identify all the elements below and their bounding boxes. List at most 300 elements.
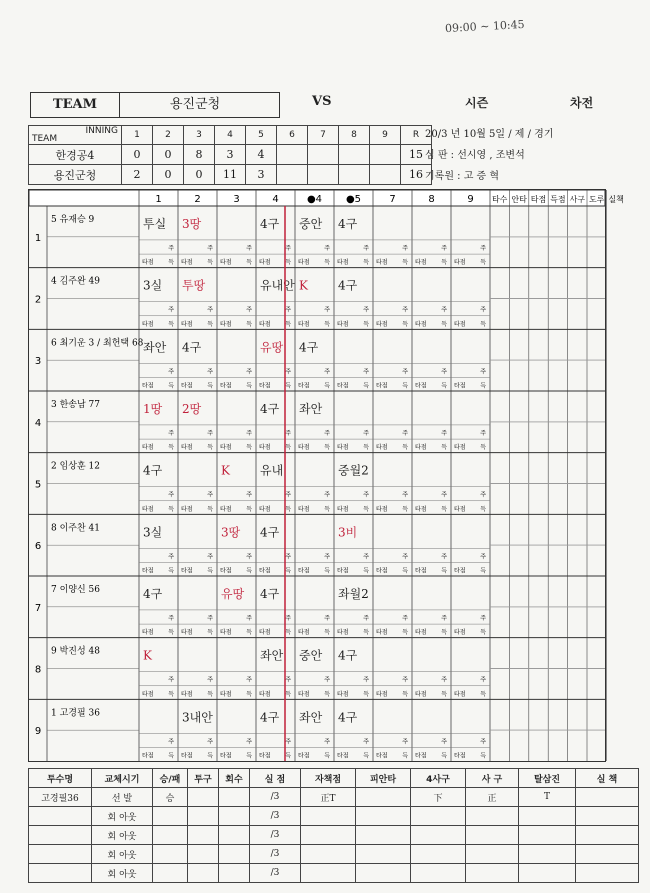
cell-deuk-label: 득 [324, 629, 330, 637]
pitching-cell [466, 845, 519, 864]
pitching-cell: /3 [250, 826, 301, 845]
batter-name: 3 한송남 77 [51, 400, 100, 410]
batting-order: 3 [34, 356, 42, 368]
cell-deuk-label: 득 [168, 444, 174, 452]
cell-deuk-label: 득 [246, 567, 252, 575]
cell-deuk-label: 득 [363, 259, 369, 267]
at-bat-result: 4구 [260, 587, 280, 601]
cell-deuk-label: 득 [246, 505, 252, 513]
cell-ju-label: 주 [363, 306, 369, 314]
cell-tajeom-label: 타점 [220, 505, 232, 513]
cell-tajeom-label: 타점 [181, 567, 193, 575]
at-bat-result: 좌월2 [338, 587, 369, 601]
batter-name: 5 유재승 9 [51, 215, 95, 225]
cell-ju-label: 주 [246, 614, 252, 622]
cell-ju-label: 주 [402, 614, 408, 622]
cell-ju-label: 주 [168, 368, 174, 376]
cell-ju-label: 주 [441, 306, 447, 314]
cell-tajeom-label: 타점 [298, 444, 310, 452]
cell-tajeom-label: 타점 [415, 629, 427, 637]
at-bat-result: 4구 [338, 710, 358, 725]
cell-deuk-label: 득 [207, 752, 213, 760]
cell-deuk-label: 득 [363, 505, 369, 513]
cell-deuk-label: 득 [246, 629, 252, 637]
pitching-header: 4사구 [411, 769, 466, 788]
cell-deuk-label: 득 [246, 259, 252, 267]
cell-deuk-label: 득 [480, 382, 486, 390]
cell-tajeom-label: 타점 [142, 752, 154, 760]
cell-tajeom-label: 타점 [142, 259, 154, 267]
pitching-table [28, 768, 639, 883]
cell-tajeom-label: 타점 [337, 567, 349, 575]
at-bat-result: 2땅 [182, 402, 202, 416]
pitching-cell: /3 [250, 845, 301, 864]
cell-deuk-label: 득 [207, 505, 213, 513]
at-bat-result: 유땅 [260, 340, 284, 355]
cell-tajeom-label: 타점 [376, 444, 388, 452]
pitching-cell [519, 826, 576, 845]
cell-deuk-label: 득 [480, 259, 486, 267]
season-label: 시즌 [465, 96, 489, 110]
cell-tajeom-label: 타점 [415, 567, 427, 575]
inning-header: 8 [339, 126, 370, 145]
cell-ju-label: 주 [402, 553, 408, 561]
cell-tajeom-label: 타점 [376, 567, 388, 575]
pitching-cell [188, 826, 219, 845]
cell-ju-label: 주 [363, 491, 369, 499]
cell-deuk-label: 득 [207, 629, 213, 637]
cell-ju-label: 주 [441, 491, 447, 499]
pitching-cell: 회 아웃 [92, 807, 153, 826]
cell-deuk-label: 득 [207, 567, 213, 575]
pitching-cell [411, 864, 466, 883]
cell-deuk-label: 득 [324, 444, 330, 452]
at-bat-result: 좌안 [299, 710, 323, 725]
cell-ju-label: 주 [363, 244, 369, 252]
cell-ju-label: 주 [441, 244, 447, 252]
cell-ju-label: 주 [207, 368, 213, 376]
at-bat-result: 3실 [143, 525, 163, 540]
cell-deuk-label: 득 [207, 259, 213, 267]
cell-ju-label: 주 [246, 368, 252, 376]
cell-tajeom-label: 타점 [337, 382, 349, 390]
cell-tajeom-label: 타점 [376, 629, 388, 637]
batting-order: 5 [34, 479, 42, 491]
cell-ju-label: 주 [324, 676, 330, 684]
pitching-cell [356, 788, 411, 807]
cell-tajeom-label: 타점 [220, 320, 232, 328]
cell-tajeom-label: 타점 [376, 382, 388, 390]
cell-tajeom-label: 타점 [142, 444, 154, 452]
cell-deuk-label: 득 [246, 752, 252, 760]
cell-tajeom-label: 타점 [298, 690, 310, 698]
pitching-cell: /3 [250, 864, 301, 883]
cell-tajeom-label: 타점 [337, 320, 349, 328]
at-bat-result: 3내안 [182, 710, 213, 725]
cell-ju-label: 주 [363, 368, 369, 376]
scoreboard-corner [29, 126, 122, 145]
pitching-cell [356, 864, 411, 883]
pitching-cell: 고경필36 [29, 788, 92, 807]
cell-ju-label: 주 [246, 306, 252, 314]
at-bat-result: 중안 [299, 217, 323, 231]
at-bat-result: 4구 [260, 217, 280, 231]
at-bat-result: K [143, 648, 152, 663]
cell-ju-label: 주 [324, 429, 330, 437]
cell-tajeom-label: 타점 [259, 690, 271, 698]
inning-score: 16 [401, 165, 432, 185]
pitching-cell [153, 864, 188, 883]
cell-deuk-label: 득 [246, 444, 252, 452]
inning-header: 1 [122, 126, 153, 145]
pitching-header: 자책점 [301, 769, 356, 788]
cell-ju-label: 주 [207, 306, 213, 314]
pitching-header: 사 구 [466, 769, 519, 788]
cell-ju-label: 주 [480, 368, 486, 376]
cell-deuk-label: 득 [168, 320, 174, 328]
pitching-cell [29, 807, 92, 826]
cell-ju-label: 주 [402, 429, 408, 437]
cell-tajeom-label: 타점 [142, 629, 154, 637]
cell-tajeom-label: 타점 [337, 690, 349, 698]
pitching-cell [411, 807, 466, 826]
pitching-cell: 회 아웃 [92, 864, 153, 883]
grid-stat-label: 사구 [569, 195, 586, 204]
cell-deuk-label: 득 [285, 567, 291, 575]
at-bat-result: 유내 [260, 463, 284, 478]
pitching-cell [301, 845, 356, 864]
umpire-line [425, 145, 554, 166]
cell-ju-label: 주 [207, 429, 213, 437]
pitching-cell [219, 845, 250, 864]
cell-deuk-label: 득 [285, 629, 291, 637]
pitching-cell [188, 807, 219, 826]
scoreboard-team: 용진군청 [29, 165, 122, 185]
at-bat-result: 4구 [143, 587, 163, 601]
cell-ju-label: 주 [324, 306, 330, 314]
pitching-cell: 선 발 [92, 788, 153, 807]
cell-ju-label: 주 [480, 614, 486, 622]
cell-deuk-label: 득 [402, 752, 408, 760]
cell-deuk-label: 득 [480, 690, 486, 698]
cell-ju-label: 주 [207, 491, 213, 499]
pitching-cell [188, 788, 219, 807]
cell-deuk-label: 득 [285, 259, 291, 267]
inning-label: INNING [85, 126, 118, 136]
inning-score: 0 [184, 165, 215, 185]
cell-deuk-label: 득 [168, 629, 174, 637]
cell-ju-label: 주 [363, 676, 369, 684]
cell-tajeom-label: 타점 [337, 505, 349, 513]
at-bat-result: 좌안 [299, 402, 323, 416]
at-bat-result: 투실 [143, 217, 167, 231]
cell-deuk-label: 득 [324, 259, 330, 267]
cell-tajeom-label: 타점 [376, 320, 388, 328]
vs-label: VS [312, 94, 332, 109]
cell-tajeom-label: 타점 [181, 505, 193, 513]
cell-tajeom-label: 타점 [415, 444, 427, 452]
cell-deuk-label: 득 [285, 505, 291, 513]
cell-deuk-label: 득 [324, 320, 330, 328]
cell-tajeom-label: 타점 [181, 690, 193, 698]
at-bat-result: 4구 [338, 278, 358, 293]
pitching-cell [219, 788, 250, 807]
cell-ju-label: 주 [285, 491, 291, 499]
cell-ju-label: 주 [480, 491, 486, 499]
cell-tajeom-label: 타점 [376, 752, 388, 760]
batter-name: 4 김주완 49 [51, 276, 100, 287]
batter-name: 2 임상훈 12 [51, 461, 100, 472]
pitching-cell [153, 826, 188, 845]
cell-tajeom-label: 타점 [220, 629, 232, 637]
pitching-header: 탈삼진 [519, 769, 576, 788]
scoreboard-team: 한경공4 [29, 145, 122, 165]
inning-score: 4 [246, 145, 277, 165]
cell-ju-label: 주 [168, 244, 174, 252]
batting-order: 4 [34, 417, 42, 429]
pitching-cell: 下 [411, 788, 466, 807]
cell-deuk-label: 득 [168, 382, 174, 390]
pitching-cell [219, 807, 250, 826]
batter-name: 6 최기운 3 / 최헌택 68 [51, 338, 144, 349]
cell-tajeom-label: 타점 [454, 444, 466, 452]
cell-ju-label: 주 [246, 676, 252, 684]
team-value: 용진군청 [170, 97, 221, 112]
cell-tajeom-label: 타점 [181, 752, 193, 760]
cell-deuk-label: 득 [363, 567, 369, 575]
pitching-cell [411, 845, 466, 864]
cell-deuk-label: 득 [168, 690, 174, 698]
inning-header: 7 [308, 126, 339, 145]
cell-deuk-label: 득 [441, 444, 447, 452]
cell-tajeom-label: 타점 [337, 259, 349, 267]
pitching-cell [356, 845, 411, 864]
cell-ju-label: 주 [441, 614, 447, 622]
cell-ju-label: 주 [168, 614, 174, 622]
cell-deuk-label: 득 [402, 444, 408, 452]
cell-deuk-label: 득 [402, 629, 408, 637]
cell-ju-label: 주 [324, 244, 330, 252]
pitching-cell [301, 807, 356, 826]
inning-score: 8 [184, 145, 215, 165]
pitching-cell: 회 아웃 [92, 845, 153, 864]
batting-order: 2 [34, 294, 42, 306]
batter-name: 9 박진성 48 [51, 646, 100, 657]
cell-tajeom-label: 타점 [259, 567, 271, 575]
at-bat-result: 투땅 [182, 278, 206, 293]
pitching-cell [576, 826, 639, 845]
pitching-cell [576, 864, 639, 883]
batter-name: 8 이주찬 41 [51, 523, 100, 534]
cell-ju-label: 주 [402, 738, 408, 746]
cell-tajeom-label: 타점 [298, 259, 310, 267]
pitching-cell [356, 826, 411, 845]
at-bat-result: 3비 [338, 525, 358, 540]
cell-deuk-label: 득 [402, 567, 408, 575]
umpire-label: 심 판 : [425, 150, 455, 161]
grid-inning-label: 2 [194, 194, 201, 205]
cell-tajeom-label: 타점 [415, 259, 427, 267]
cell-ju-label: 주 [324, 614, 330, 622]
cell-tajeom-label: 타점 [220, 752, 232, 760]
batting-order: 1 [34, 232, 42, 244]
cell-ju-label: 주 [402, 676, 408, 684]
batting-order: 9 [34, 726, 42, 738]
pitching-cell [188, 845, 219, 864]
cell-tajeom-label: 타점 [259, 444, 271, 452]
inning-score: 15 [401, 145, 432, 165]
pitching-cell [519, 845, 576, 864]
cell-ju-label: 주 [363, 614, 369, 622]
cell-tajeom-label: 타점 [415, 752, 427, 760]
cell-tajeom-label: 타점 [337, 444, 349, 452]
cell-deuk-label: 득 [285, 752, 291, 760]
cell-ju-label: 주 [480, 676, 486, 684]
cell-tajeom-label: 타점 [454, 505, 466, 513]
at-bat-result: 4구 [338, 648, 358, 663]
at-bat-result: 유땅 [221, 587, 245, 601]
at-bat-result: 3땅 [182, 217, 202, 231]
cell-ju-label: 주 [207, 614, 213, 622]
cell-tajeom-label: 타점 [376, 505, 388, 513]
pitching-header: 투수명 [29, 769, 92, 788]
pitching-cell [466, 864, 519, 883]
cell-ju-label: 주 [402, 491, 408, 499]
recorder-name: 고 증 혁 [463, 171, 500, 182]
cell-tajeom-label: 타점 [142, 320, 154, 328]
grid-stat-label: 타수 [491, 195, 508, 204]
pitching-cell [301, 826, 356, 845]
recorder-label: 기록원 : [425, 171, 461, 182]
cell-tajeom-label: 타점 [376, 259, 388, 267]
cell-ju-label: 주 [363, 553, 369, 561]
cell-tajeom-label: 타점 [142, 505, 154, 513]
cell-tajeom-label: 타점 [415, 690, 427, 698]
pitching-cell [576, 807, 639, 826]
cell-deuk-label: 득 [480, 567, 486, 575]
pitching-header: 회수 [219, 769, 250, 788]
cell-ju-label: 주 [207, 738, 213, 746]
cell-deuk-label: 득 [285, 320, 291, 328]
pitching-cell [219, 826, 250, 845]
inning-header: 6 [277, 126, 308, 145]
grid-inning-label: 4 [272, 194, 279, 205]
pitching-cell [153, 845, 188, 864]
cell-tajeom-label: 타점 [337, 752, 349, 760]
pitching-header: 피안타 [356, 769, 411, 788]
cell-ju-label: 주 [285, 614, 291, 622]
grid-stat-label: 안타 [511, 195, 527, 204]
cell-deuk-label: 득 [441, 629, 447, 637]
inning-score: 3 [246, 165, 277, 185]
pitching-cell: /3 [250, 788, 301, 807]
pitching-cell [466, 807, 519, 826]
pitching-header: 실 점 [250, 769, 301, 788]
cell-deuk-label: 득 [480, 505, 486, 513]
grid-inning-label: 7 [389, 194, 396, 205]
pitching-cell: T [519, 788, 576, 807]
cell-ju-label: 주 [246, 738, 252, 746]
cell-ju-label: 주 [246, 491, 252, 499]
cell-tajeom-label: 타점 [454, 629, 466, 637]
cell-tajeom-label: 타점 [454, 752, 466, 760]
cell-tajeom-label: 타점 [259, 259, 271, 267]
cell-deuk-label: 득 [324, 382, 330, 390]
cell-ju-label: 주 [402, 244, 408, 252]
inning-header: 9 [370, 126, 401, 145]
team-label: TEAM [31, 93, 120, 117]
cell-deuk-label: 득 [207, 690, 213, 698]
at-bat-result: 유내안 [260, 278, 295, 293]
cell-deuk-label: 득 [441, 505, 447, 513]
cell-ju-label: 주 [480, 429, 486, 437]
cell-ju-label: 주 [480, 553, 486, 561]
cell-ju-label: 주 [246, 429, 252, 437]
cell-tajeom-label: 타점 [298, 505, 310, 513]
cell-tajeom-label: 타점 [376, 690, 388, 698]
cell-ju-label: 주 [324, 738, 330, 746]
cell-deuk-label: 득 [441, 567, 447, 575]
cell-ju-label: 주 [285, 244, 291, 252]
pitching-cell [29, 845, 92, 864]
inning-score [277, 145, 308, 165]
pitching-cell [356, 807, 411, 826]
cell-tajeom-label: 타점 [142, 382, 154, 390]
cell-deuk-label: 득 [402, 259, 408, 267]
at-bat-result: 4구 [260, 525, 280, 540]
cell-tajeom-label: 타점 [454, 567, 466, 575]
pitching-header: 승/패 [153, 769, 188, 788]
cell-deuk-label: 득 [168, 567, 174, 575]
pitching-cell [411, 826, 466, 845]
at-bat-result: K [221, 463, 230, 478]
grid-inning-label: 8 [428, 194, 435, 205]
inning-header: 4 [215, 126, 246, 145]
pitching-header: 교체시기 [92, 769, 153, 788]
cell-deuk-label: 득 [363, 629, 369, 637]
cell-ju-label: 주 [168, 429, 174, 437]
cell-deuk-label: 득 [207, 382, 213, 390]
pitching-cell [153, 807, 188, 826]
at-bat-result: 좌안 [143, 340, 167, 355]
at-bat-result: 4구 [260, 710, 280, 725]
cell-ju-label: 주 [285, 368, 291, 376]
cell-deuk-label: 득 [363, 752, 369, 760]
grid-inning-label: 3 [233, 194, 240, 205]
inning-score [339, 165, 370, 185]
game-info [425, 124, 554, 187]
cell-deuk-label: 득 [285, 690, 291, 698]
cell-ju-label: 주 [246, 553, 252, 561]
cell-tajeom-label: 타점 [220, 382, 232, 390]
at-bat-result: 좌안 [260, 648, 284, 663]
inning-score: 0 [153, 145, 184, 165]
inning-score: 0 [122, 145, 153, 165]
inning-header: R [401, 126, 432, 145]
pitching-cell [301, 864, 356, 883]
inning-score: 3 [215, 145, 246, 165]
cell-ju-label: 주 [168, 491, 174, 499]
scoreboard [28, 125, 432, 185]
pitching-cell [576, 845, 639, 864]
cell-deuk-label: 득 [402, 505, 408, 513]
batter-name: 1 고경필 36 [51, 708, 100, 719]
cell-ju-label: 주 [363, 738, 369, 746]
cell-deuk-label: 득 [246, 690, 252, 698]
cell-tajeom-label: 타점 [454, 382, 466, 390]
pitching-cell: /3 [250, 807, 301, 826]
cell-tajeom-label: 타점 [220, 444, 232, 452]
